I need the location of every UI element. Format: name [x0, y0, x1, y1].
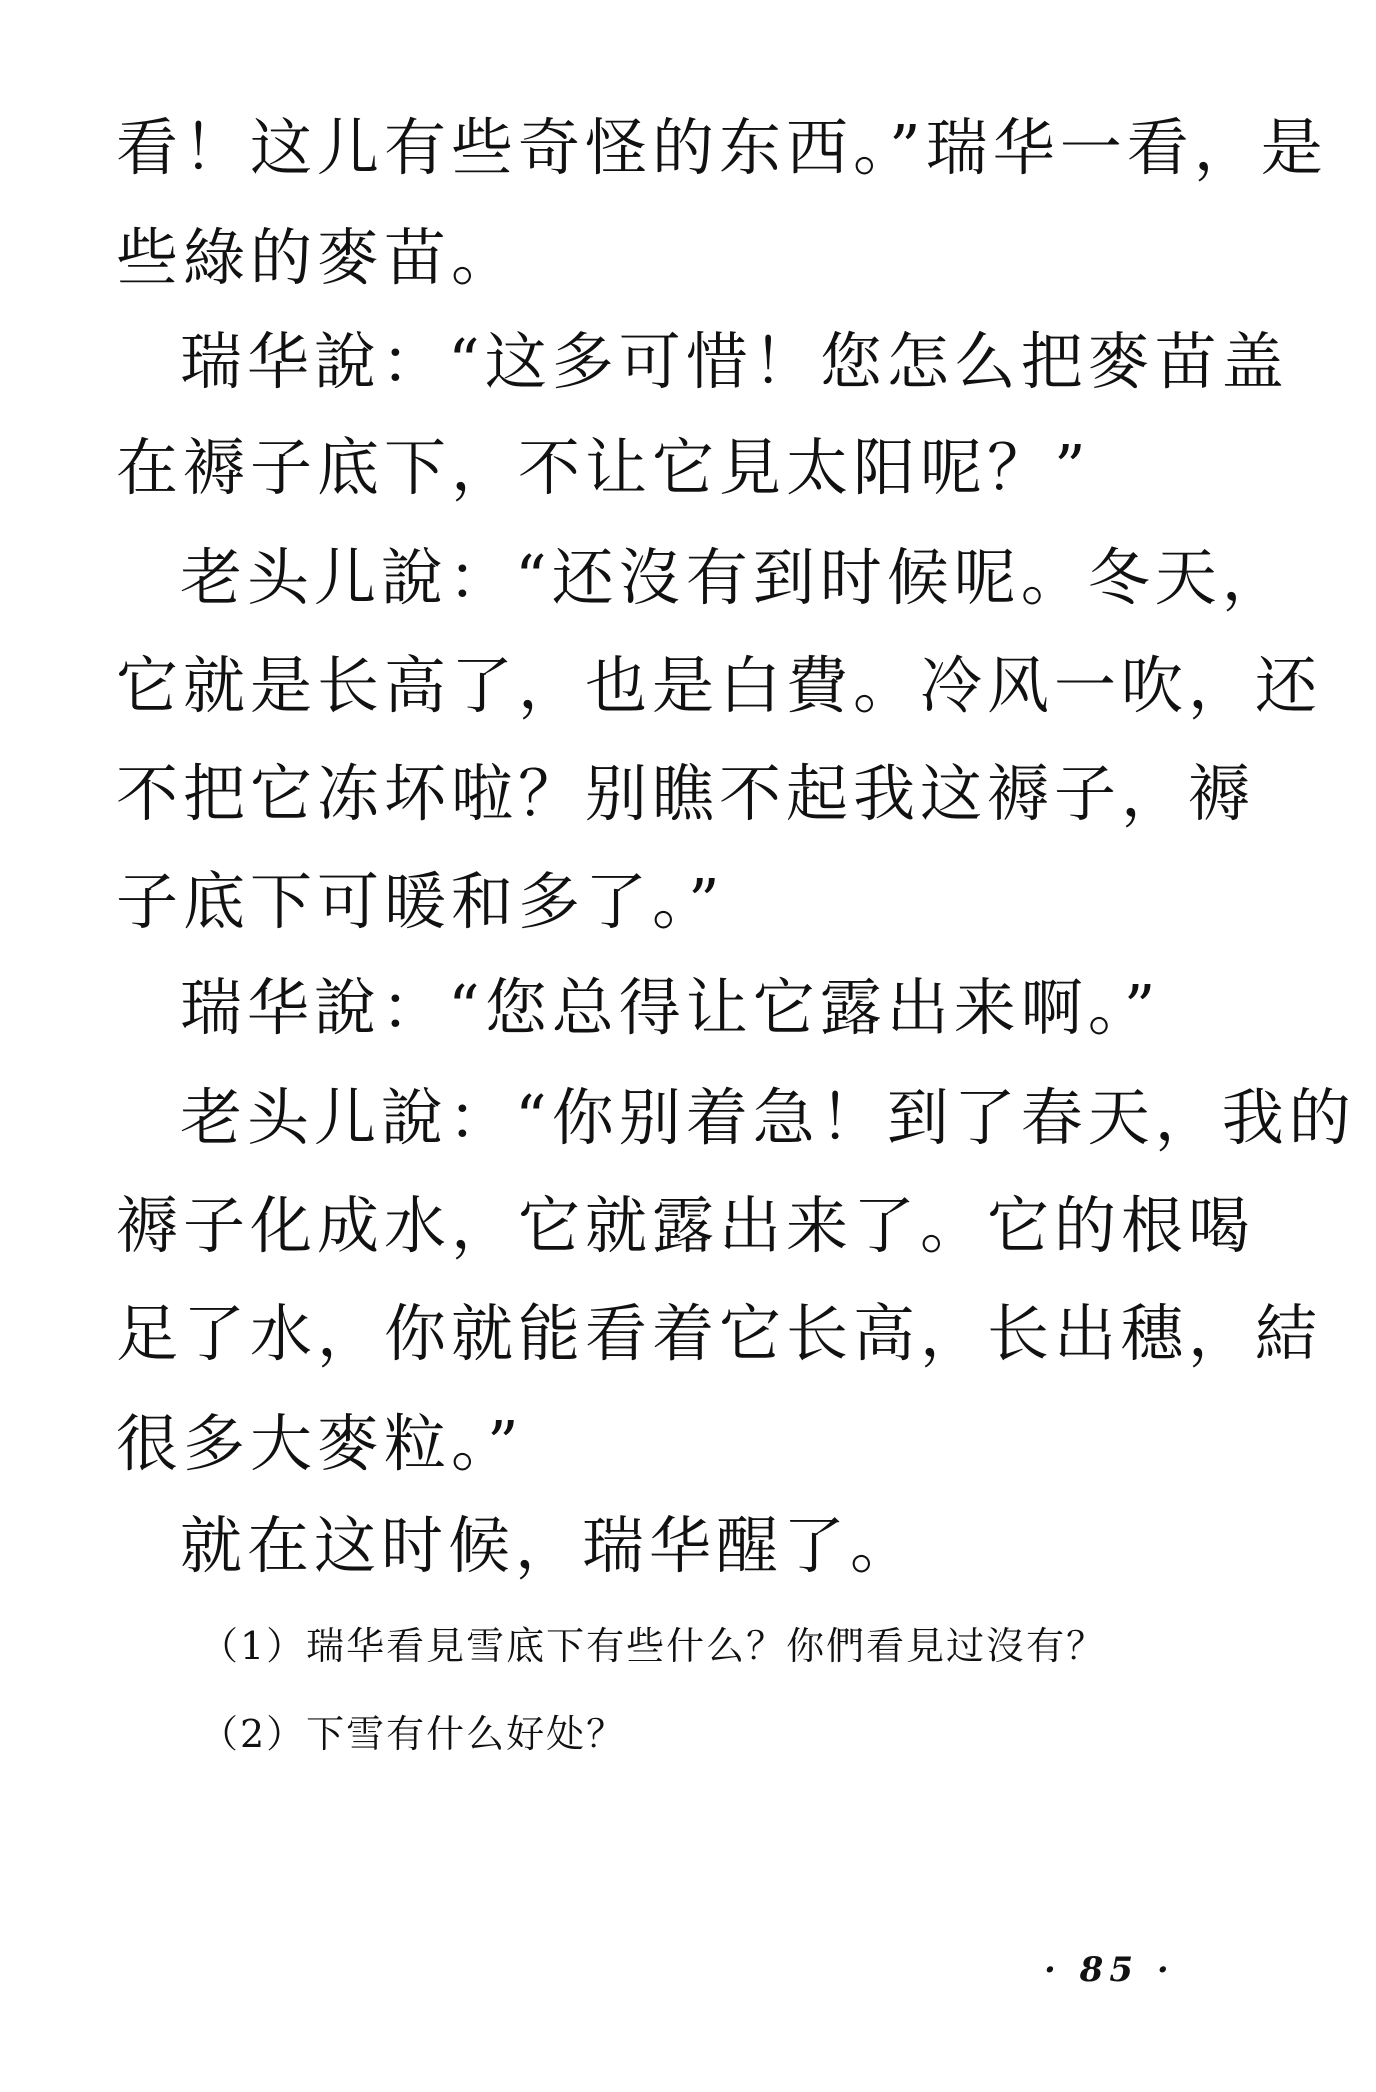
- text-line: 褥子化成水，它就露出来了。它的根喝: [116, 1189, 1256, 1262]
- text-line: 些綠的麥苗。: [116, 221, 519, 294]
- text-line: 不把它冻坏啦？别瞧不起我这褥子，褥: [116, 757, 1256, 830]
- text-line: 瑞华說：“这多可惜！您怎么把麥苗盖: [180, 325, 1289, 398]
- text-line: 子底下可暖和多了。”: [116, 865, 725, 938]
- text-line: 老头儿說：“你别着急！到了春天，我的: [180, 1081, 1356, 1154]
- text-line: 足了水，你就能看着它长高，长出穗，結: [116, 1297, 1323, 1370]
- text-line: 它就是长高了，也是白費。冷风一吹，还: [116, 649, 1323, 722]
- text-line: 就在这时候，瑞华醒了。: [180, 1509, 918, 1582]
- text-line: 看！这儿有些奇怪的东西。”瑞华一看，是: [116, 111, 1328, 184]
- question-1: （1）瑞华看見雪底下有些什么？你們看見过沒有？: [200, 1624, 1107, 1668]
- text-line: 很多大麥粒。”: [116, 1407, 524, 1480]
- text-line: 在褥子底下，不让它見太阳呢？”: [116, 431, 1091, 504]
- text-line: 老头儿說：“还沒有到时候呢。冬天，: [180, 541, 1289, 614]
- text-line: 瑞华說：“您总得让它露出来啊。”: [180, 971, 1161, 1044]
- page-number: · 85 ·: [1044, 1950, 1175, 1990]
- question-2: （2）下雪有什么好处？: [200, 1712, 627, 1756]
